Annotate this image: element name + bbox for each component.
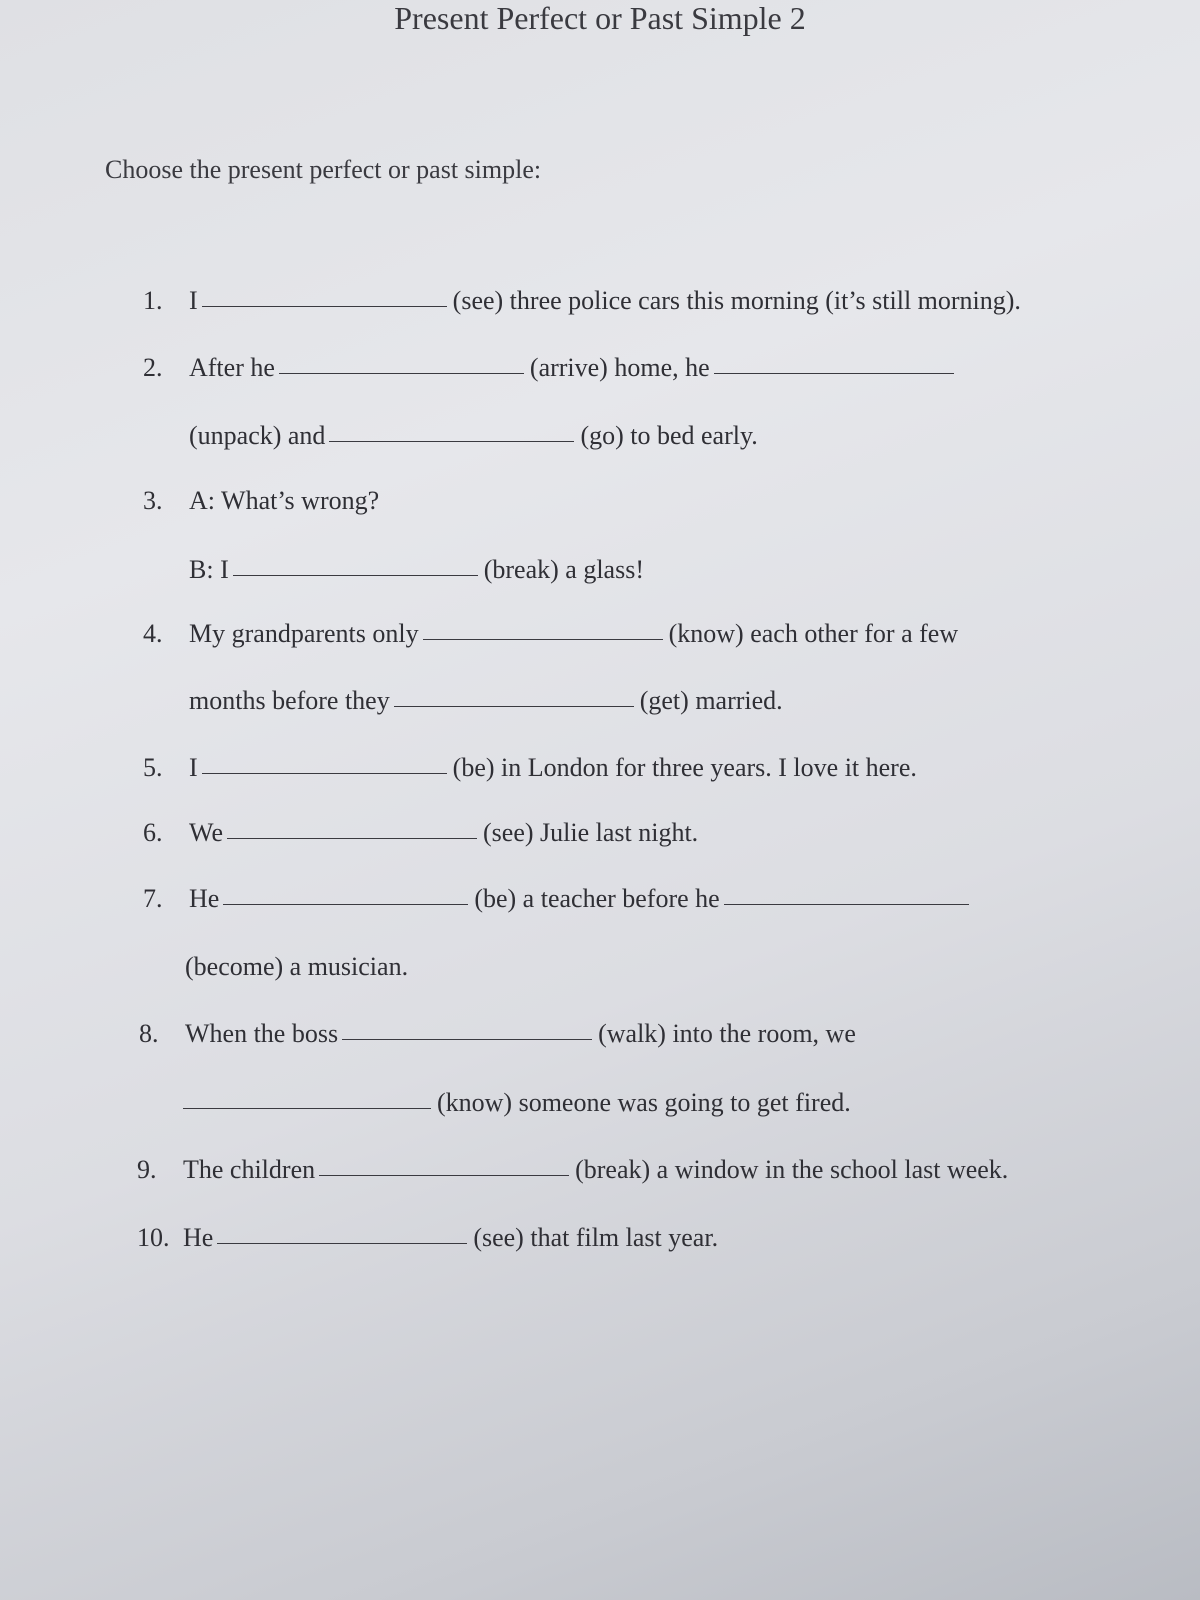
answer-blank[interactable] <box>183 1107 431 1109</box>
worksheet-title: Present Perfect or Past Simple 2 <box>394 0 806 36</box>
item-text: B: I <box>189 555 229 584</box>
item-number: 2. <box>143 353 163 382</box>
answer-blank[interactable] <box>394 705 634 707</box>
item-text: We <box>189 818 223 847</box>
item-text: My grandparents only <box>189 619 419 648</box>
answer-blank[interactable] <box>724 903 969 905</box>
item-number: 4. <box>143 619 163 648</box>
item-text: (break) a window in the school last week. <box>575 1155 1009 1184</box>
exercise-item-4-continued <box>189 686 783 716</box>
exercise-item-9 <box>137 1155 1008 1185</box>
answer-blank[interactable] <box>329 440 574 442</box>
exercise-item-2 <box>143 353 960 383</box>
exercise-item-4 <box>143 619 958 649</box>
answer-blank[interactable] <box>279 372 524 374</box>
answer-blank[interactable] <box>319 1174 569 1176</box>
exercise-item-3 <box>143 486 379 516</box>
exercise-item-8 <box>139 1019 856 1049</box>
item-text: (see) three police cars this morning (it’s still morning). <box>452 286 1021 315</box>
item-text: (see) that film last year. <box>473 1223 719 1252</box>
item-number: 8. <box>139 1019 159 1048</box>
exercise-item-5 <box>143 753 917 783</box>
item-text: After he <box>189 353 275 382</box>
item-text: (unpack) and <box>189 421 326 450</box>
answer-blank[interactable] <box>202 772 447 774</box>
answer-blank[interactable] <box>227 837 477 839</box>
answer-blank[interactable] <box>423 638 663 640</box>
answer-blank[interactable] <box>342 1038 592 1040</box>
item-text: (be) a teacher before he <box>474 884 720 913</box>
answer-blank[interactable] <box>217 1242 467 1244</box>
exercise-item-7-continued <box>185 952 408 982</box>
item-text: A: What’s wrong? <box>189 486 380 515</box>
item-text: (know) each other for a few <box>668 619 959 648</box>
item-text: months before they <box>189 686 390 715</box>
exercise-item-8-continued <box>183 1088 851 1118</box>
item-number: 9. <box>137 1155 157 1184</box>
exercise-item-6 <box>143 818 698 848</box>
item-text: He <box>189 884 220 913</box>
item-text: (arrive) home, he <box>529 353 710 382</box>
exercise-item-2-continued <box>189 421 758 451</box>
item-text: (be) in London for three years. I love it here. <box>452 753 917 782</box>
exercise-item-7 <box>143 884 975 914</box>
item-text: (get) married. <box>639 686 783 715</box>
item-text: I <box>189 753 198 782</box>
answer-blank[interactable] <box>202 305 447 307</box>
item-text: (know) someone was going to get fired. <box>437 1088 851 1117</box>
item-text: (become) a musician. <box>185 952 409 981</box>
item-text: (go) to bed early. <box>580 421 758 450</box>
exercise-item-10 <box>137 1223 718 1253</box>
item-number: 7. <box>143 884 163 913</box>
item-text: When the boss <box>185 1019 339 1048</box>
answer-blank[interactable] <box>223 903 468 905</box>
item-number: 10. <box>137 1223 170 1252</box>
item-text: The children <box>183 1155 316 1184</box>
item-text: I <box>189 286 198 315</box>
item-text: (walk) into the room, we <box>598 1019 856 1048</box>
item-text: (see) Julie last night. <box>483 818 699 847</box>
item-text: He <box>183 1223 214 1252</box>
exercise-item-3-continued <box>189 555 644 585</box>
item-text: (break) a glass! <box>483 555 644 584</box>
answer-blank[interactable] <box>714 372 954 374</box>
item-number: 6. <box>143 818 163 847</box>
answer-blank[interactable] <box>233 574 478 576</box>
item-number: 5. <box>143 753 163 782</box>
item-number: 1. <box>143 286 163 315</box>
instruction-text: Choose the present perfect or past simple: <box>105 155 542 184</box>
item-number: 3. <box>143 486 163 515</box>
exercise-item-1 <box>143 286 1021 316</box>
